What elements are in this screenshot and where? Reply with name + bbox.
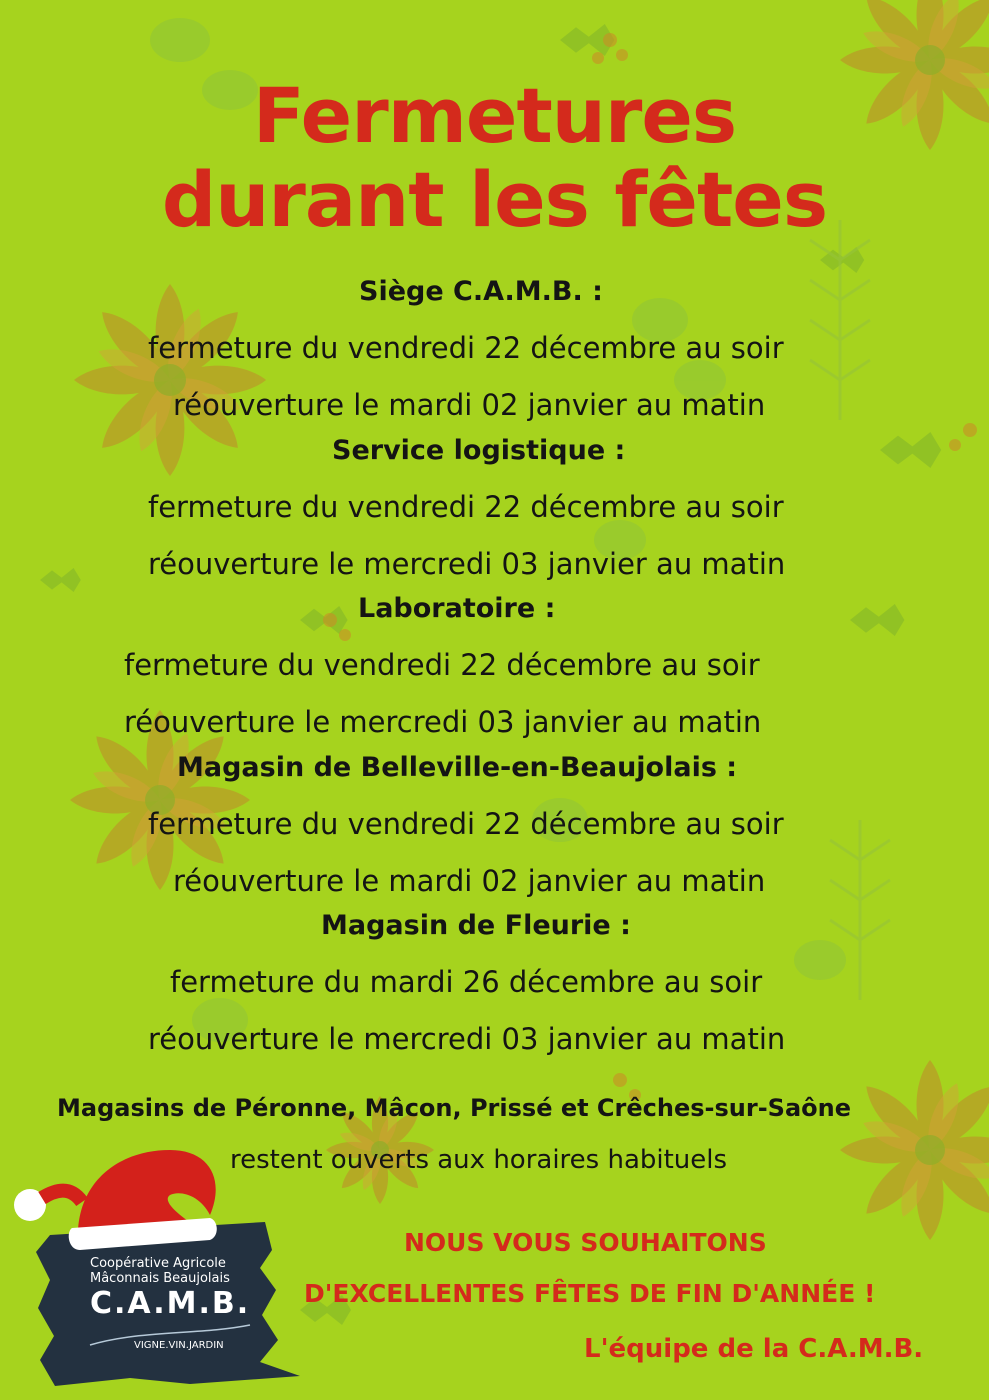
wishes-line2: D'EXCELLENTES FÊTES DE FIN D'ANNÉE ! bbox=[304, 1279, 876, 1308]
section-closing-logistique: fermeture du vendredi 22 décembre au soir bbox=[148, 490, 784, 524]
section-reopening-laboratoire: réouverture le mercredi 03 janvier au matin bbox=[124, 705, 762, 739]
section-reopening-logistique: réouverture le mercredi 03 janvier au matin bbox=[148, 547, 786, 581]
logo-name: C.A.M.B. bbox=[90, 1286, 251, 1321]
section-heading-logistique: Service logistique : bbox=[332, 435, 626, 466]
section-reopening-belleville: réouverture le mardi 02 janvier au matin bbox=[173, 864, 766, 898]
camb-logo bbox=[10, 1140, 310, 1390]
signature: L'équipe de la C.A.M.B. bbox=[584, 1334, 924, 1364]
section-heading-siege: Siège C.A.M.B. : bbox=[359, 276, 603, 307]
section-closing-laboratoire: fermeture du vendredi 22 décembre au soir bbox=[124, 648, 760, 682]
section-closing-siege: fermeture du vendredi 22 décembre au soir bbox=[148, 331, 784, 365]
section-heading-fleurie: Magasin de Fleurie : bbox=[321, 910, 631, 941]
section-heading-belleville: Magasin de Belleville-en-Beaujolais : bbox=[177, 752, 738, 783]
wishes-line1: NOUS VOUS SOUHAITONS bbox=[404, 1228, 767, 1257]
section-closing-belleville: fermeture du vendredi 22 décembre au soir bbox=[148, 807, 784, 841]
logo-tagline: VIGNE.VIN.JARDIN bbox=[134, 1340, 224, 1351]
page-title-line2: durant les fêtes bbox=[161, 155, 828, 244]
section-reopening-siege: réouverture le mardi 02 janvier au matin bbox=[173, 388, 766, 422]
page-title-line1: Fermetures bbox=[252, 71, 737, 160]
logo-line2: Mâconnais Beaujolais bbox=[90, 1271, 230, 1286]
pine-branch-decoration bbox=[810, 220, 890, 1000]
open-stores-text: restent ouverts aux horaires habituels bbox=[230, 1145, 728, 1175]
open-stores-heading: Magasins de Péronne, Mâcon, Prissé et Crêches-sur-Saône bbox=[57, 1094, 851, 1122]
section-closing-fleurie: fermeture du mardi 26 décembre au soir bbox=[170, 965, 763, 999]
logo-line1: Coopérative Agricole bbox=[90, 1256, 226, 1271]
santa-hat-icon bbox=[14, 1150, 217, 1250]
section-reopening-fleurie: réouverture le mercredi 03 janvier au matin bbox=[148, 1022, 786, 1056]
section-heading-laboratoire: Laboratoire : bbox=[358, 593, 556, 624]
